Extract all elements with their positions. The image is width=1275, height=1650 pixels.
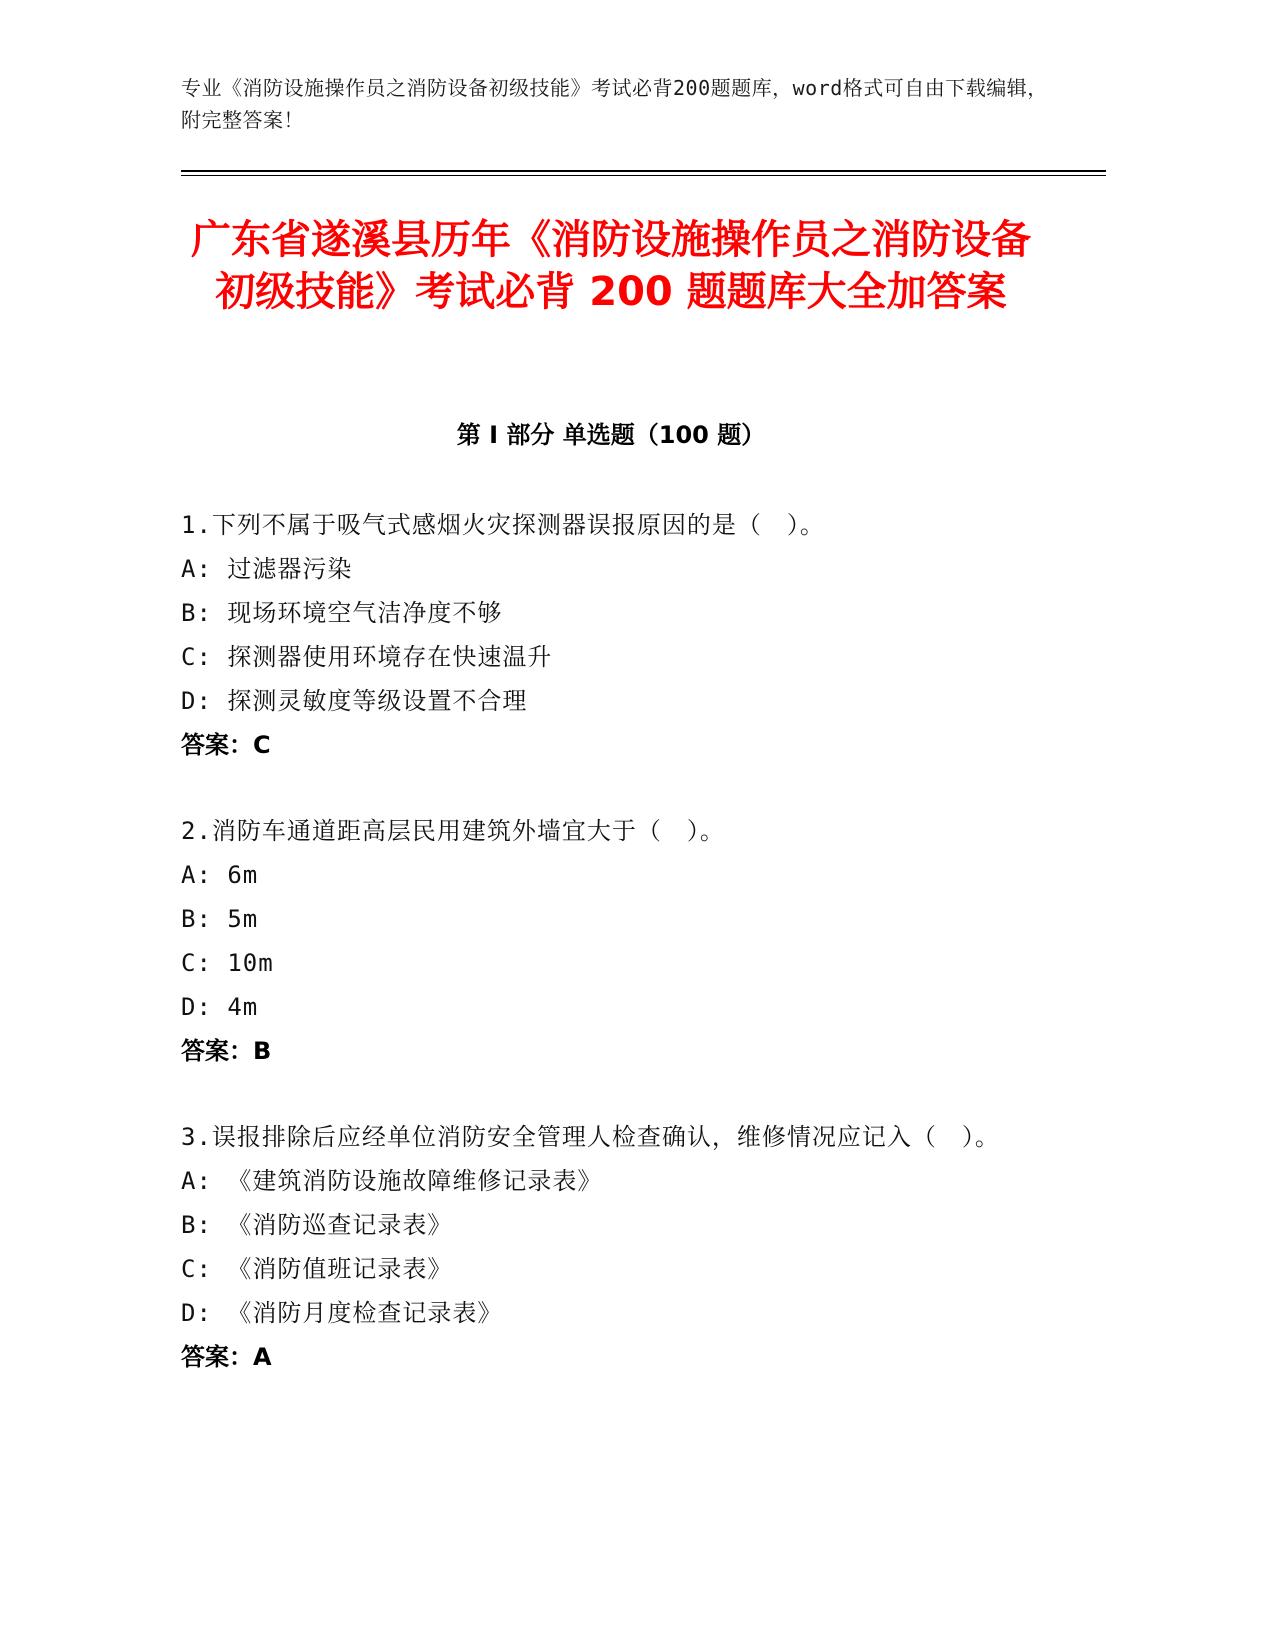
- question-2: [181, 809, 1041, 1073]
- option-a: A: 6m: [181, 861, 259, 889]
- option-b: B: 《消防巡查记录表》: [181, 1211, 453, 1239]
- section-heading: 第 I 部分 单选题（100 题）: [456, 421, 766, 449]
- answer: 答案：B: [181, 1037, 272, 1065]
- option-b: B: 5m: [181, 905, 259, 933]
- option-b: B: 现场环境空气洁净度不够: [181, 599, 503, 627]
- option-c: C: 探测器使用环境存在快速温升: [181, 643, 553, 671]
- question-1: [181, 503, 1041, 767]
- option-d: D: 探测灵敏度等级设置不合理: [181, 687, 528, 715]
- option-a: A: 《建筑消防设施故障维修记录表》: [181, 1167, 603, 1195]
- question-stem: 3.误报排除后应经单位消防安全管理人检查确认，维修情况应记入（ ）。: [181, 1123, 1000, 1151]
- answer: 答案：A: [181, 1343, 272, 1371]
- answer: 答案：C: [181, 731, 271, 759]
- question-3: [181, 1115, 1041, 1379]
- option-d: D: 《消防月度检查记录表》: [181, 1299, 503, 1327]
- option-a: A: 过滤器污染: [181, 555, 353, 583]
- document-title: 广东省遂溪县历年《消防设施操作员之消防设备初级技能》考试必背 200 题题库大全加答案: [191, 217, 1031, 315]
- question-stem: 2.消防车通道距高层民用建筑外墙宜大于（ ）。: [181, 817, 725, 845]
- option-c: C: 《消防值班记录表》: [181, 1255, 453, 1283]
- option-c: C: 10m: [181, 949, 274, 977]
- question-stem: 1.下列不属于吸气式感烟火灾探测器误报原因的是（ ）。: [181, 511, 825, 539]
- option-d: D: 4m: [181, 993, 259, 1021]
- header-note: 专业《消防设施操作员之消防设备初级技能》考试必背200题题库，word格式可自由下载编辑，附完整答案！: [181, 76, 1048, 132]
- header-rule-thick: [181, 170, 1106, 172]
- header-rule-thin: [181, 175, 1106, 176]
